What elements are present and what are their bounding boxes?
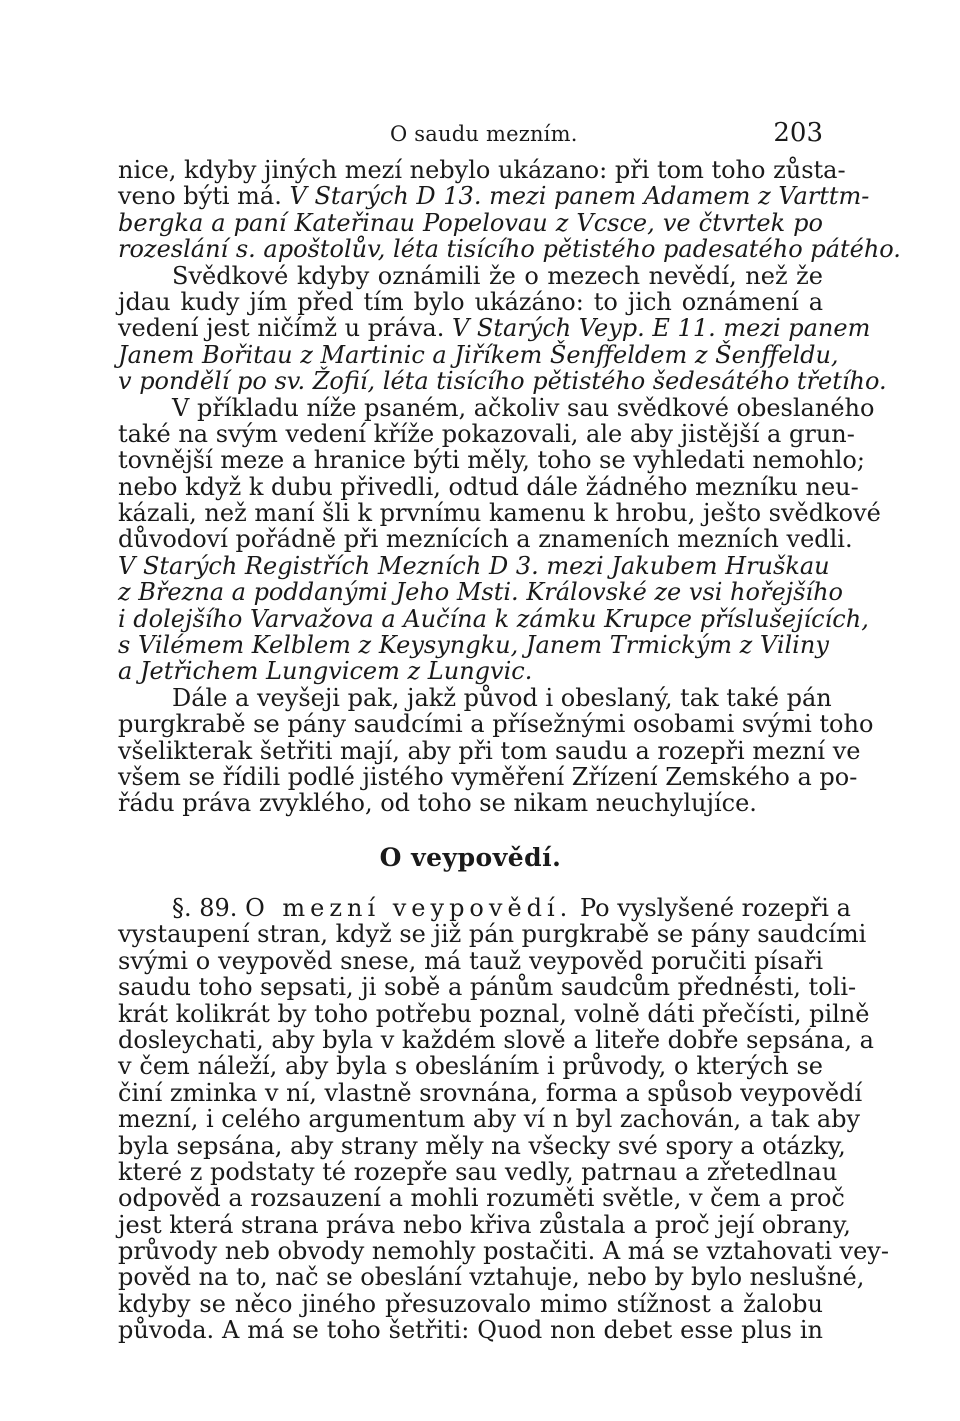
page-number: 203 bbox=[773, 118, 823, 148]
text-line: Dále a veyšeji pak, jakž původ i obeslaný, tak také pán bbox=[172, 683, 832, 712]
text-line: kázali, než maní šli k prvnímu kamenu k hrobu, ješto svědkové bbox=[118, 499, 881, 528]
text-line: průvody neb obvody nemohly postačiti. A má se vztahovati vey- bbox=[118, 1237, 889, 1266]
text-line: také na svým vedení kříže pokazovali, ale aby jistější a grun- bbox=[118, 419, 855, 448]
citation-span: V Starých Veyp. E 11. mezi panem bbox=[451, 314, 871, 343]
text-line: svými o veypověd snese, má tauž veypověd poručiti písaři bbox=[118, 946, 823, 975]
text-line: pověd na to, nač se obeslání vztahuje, nebo by bylo neslušné, bbox=[118, 1263, 865, 1292]
text-line: důvodoví pořádně při meznících a znameních mezních vedli. bbox=[118, 525, 853, 554]
text-line: saudu toho sepsati, ji sobě a pánům saudcům přednésti, toli- bbox=[118, 973, 857, 1002]
text-line: všelikterak šetřiti mají, aby při tom saudu a rozepři mezní ve bbox=[118, 736, 861, 765]
text-line: z Března a poddanými Jeho Msti. Královské ze vsi hořejšího bbox=[118, 578, 843, 607]
text-line: které z podstaty té rozepře sau vedly, patrnau a zřetedlnau bbox=[118, 1157, 838, 1186]
text-line: nice, kdyby jiných mezí nebylo ukázano: při tom toho zůsta- bbox=[118, 156, 846, 184]
text-line: krát kolikrát by toho potřebu poznal, volně dáti přečísti, pilně bbox=[118, 999, 870, 1028]
running-head: O saudu mezním. bbox=[390, 122, 578, 146]
text-line: kdyby se něco jiného přesuzovalo mimo stížnost a žalobu bbox=[118, 1289, 823, 1318]
body-text-upper bbox=[118, 156, 901, 818]
text-line: a Jetřichem Lungvicem z Lungvic. bbox=[118, 657, 533, 686]
text-line: odpověd a rozsauzení a mohli rozuměti světle, v čem a proč bbox=[118, 1184, 845, 1213]
text-line: byla sepsána, aby strany měly na všecky své spory a otázky, bbox=[118, 1131, 846, 1160]
text-line bbox=[118, 314, 871, 343]
text-line: mezní, i celého argumentum aby ví n byl zachován, a tak aby bbox=[118, 1105, 861, 1134]
text-line: dosleychati, aby byla v každém slově a liteře dobře sepsána, a bbox=[118, 1025, 874, 1054]
section-number: §. 89. bbox=[172, 894, 238, 922]
text-line: bergka a paní Kateřinau Popelovau z Vcsce, ve čtvrtek po bbox=[118, 208, 823, 237]
text-line: V příkladu níže psaném, ačkoliv sau svědkové obeslaného bbox=[172, 393, 875, 422]
text-line: nebo když k dubu přivedli, odtud dále žádného mezníku neu- bbox=[118, 472, 859, 501]
text-line: Janem Bořitau z Martinic a Jiříkem Šenffeldem z Šenffeldu, bbox=[118, 340, 839, 369]
section-heading: O veypovědí. bbox=[379, 843, 562, 872]
text-line: v pondělí po sv. Žofií, léta tisícího pětistého šedesátého třetího. bbox=[118, 367, 887, 396]
text-line: Svědkové kdyby oznámili že o mezech nevědí, než že bbox=[172, 261, 823, 290]
text-line: tovnější meze a hranice býti měly, toho se vyhledati nemohlo; bbox=[118, 446, 865, 475]
text-line: vystaupení stran, když se již pán purgkrabě se pány saudcími bbox=[118, 920, 867, 949]
text-line: řádu práva zvyklého, od toho se nikam neuchylujíce. bbox=[118, 789, 757, 818]
citation-span: V Starých D 13. mezi panem Adamem z Varttm- bbox=[289, 182, 870, 211]
text-span: Po vyslyšené rozepři a bbox=[579, 894, 851, 922]
text-line: jest která strana práva nebo křiva zůstala a proč její obrany, bbox=[118, 1210, 851, 1239]
text-line: s Vilémem Kelblem z Keysyngku, Janem Trmickým z Viliny bbox=[118, 631, 829, 660]
text-line: všem se řídili podlé jistého vyměření Zřízení Zemského a po- bbox=[118, 762, 858, 791]
text-line: jdau kudy jím před tím bylo ukázáno: to jich oznámení a bbox=[118, 287, 823, 316]
section-title: O mezní veypovědí. bbox=[245, 894, 573, 922]
text-span: vedení jest ničímž u práva. bbox=[118, 314, 452, 343]
text-line: i dolejšího Varvažova a Aučína k zámku Krupce příslušejících, bbox=[118, 604, 869, 633]
text-line: v čem náleží, aby byla s obesláním i průvody, o kterých se bbox=[118, 1052, 823, 1081]
text-line bbox=[118, 894, 851, 922]
text-line: původa. A má se toho šetřiti: Quod non debet esse plus in bbox=[118, 1316, 823, 1345]
text-line: činí zminka v ní, vlastně srovnána, forma a spůsob veypovědí bbox=[118, 1078, 863, 1107]
text-span: veno býti má. bbox=[118, 182, 290, 211]
text-line bbox=[118, 182, 870, 211]
page-header bbox=[118, 118, 823, 154]
text-line: purgkrabě se pány saudcími a přísežnými osobami svými toho bbox=[118, 710, 874, 739]
body-text-lower bbox=[118, 894, 889, 1345]
text-line: V Starých Registřích Mezních D 3. mezi Jakubem Hruškau bbox=[118, 551, 830, 580]
text-line: rozeslání s. apoštolův, léta tisícího pětistého padesatého pátého. bbox=[118, 235, 901, 264]
